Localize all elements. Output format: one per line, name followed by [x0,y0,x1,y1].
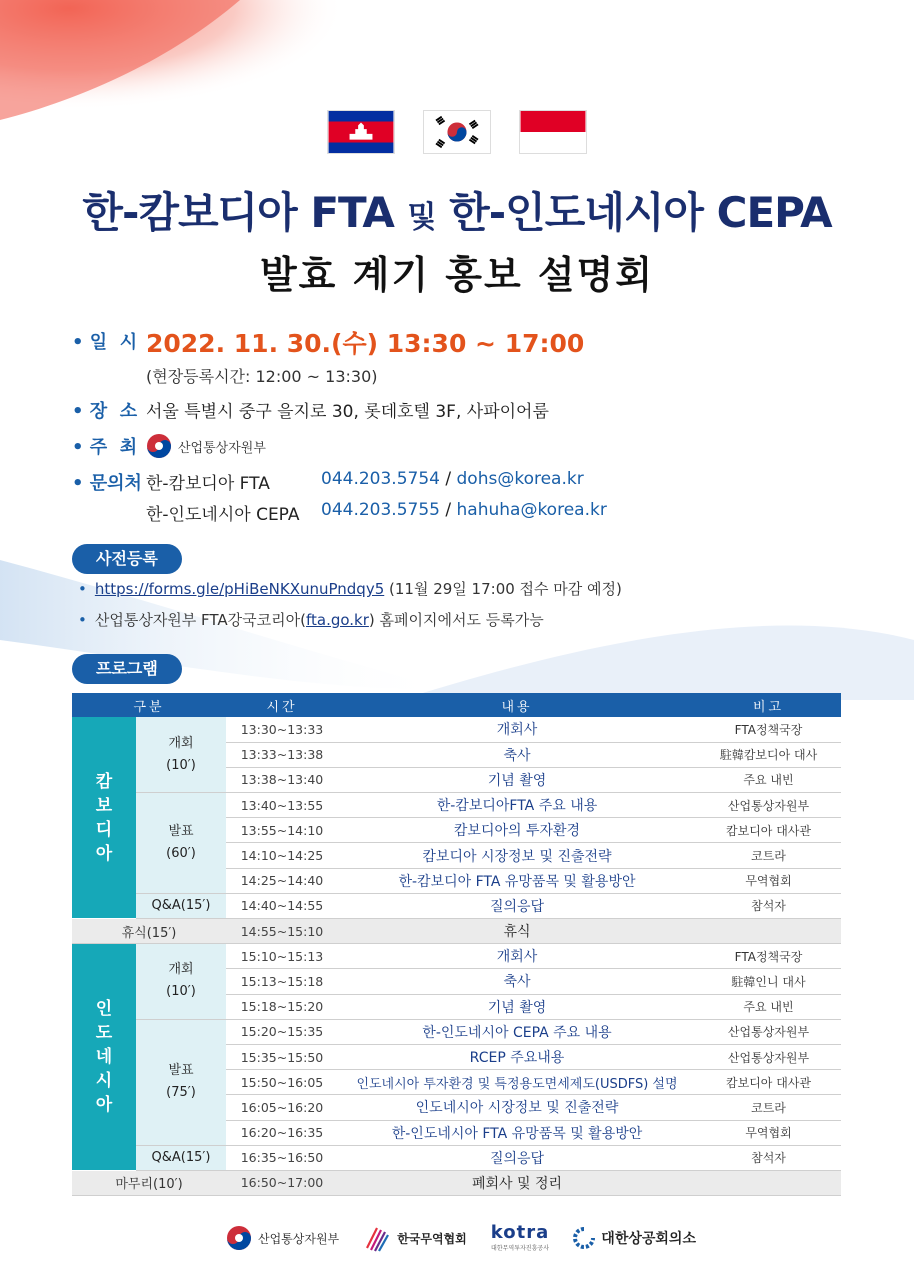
table-row [72,893,841,918]
indonesia-label: 인 도 네 시 아 [72,944,136,1171]
break-row [72,919,841,944]
note-cell: 캄보디아 대사관 [696,1070,841,1095]
table-row [72,793,841,818]
content-cell: 한-인도네시아 CEPA 주요 내용 [338,1019,696,1044]
main-title [0,180,914,240]
note-cell: FTA정책국장 [696,944,841,969]
content-cell: 휴식 [338,919,696,944]
kita-logo [363,1224,467,1252]
content-cell: 인도네시아 투자환경 및 특정용도면세제도(USDFS) 설명 [338,1070,696,1095]
taegeuk-icon [146,433,172,459]
content-cell: 기념 촬영 [338,994,696,1019]
content-cell: 질의응답 [338,1145,696,1170]
time-cell: 13:38~13:40 [226,767,338,792]
contact-phone: 044.203.5754 [321,469,440,489]
program-heading: 프로그램 [72,654,182,684]
time-cell: 16:50~17:00 [226,1170,338,1195]
time-cell: 13:33~13:38 [226,742,338,767]
note-cell: 주요 내빈 [696,767,841,792]
taegeuk-icon [226,1225,252,1251]
bullet: • [78,580,87,598]
header-note: 비고 [696,693,841,717]
contact-name: 한-인도네시아 CEPA [146,505,300,525]
contact-list [146,469,607,525]
time-cell: 15:13~15:18 [226,969,338,994]
contact-row [72,469,852,525]
host-label: • 주 최 [72,437,138,458]
note-cell: 산업통상자원부 [696,1019,841,1044]
contact-label: • 문의처 [72,473,142,494]
note-cell: 참석자 [696,893,841,918]
note-cell: 주요 내빈 [696,994,841,1019]
date-label: • 일 시 [72,332,138,353]
note-cell: 무역협회 [696,1120,841,1145]
table-row [72,717,841,742]
note-cell [696,1170,841,1195]
title-connector: 및 [407,200,436,235]
kita-name: 한국무역협회 [397,1231,467,1246]
time-cell: 15:10~15:13 [226,944,338,969]
table-row [72,944,841,969]
sub-title: 발효 계기 홍보 설명회 [259,253,655,297]
list-item [78,609,858,630]
note-cell: 캄보디아 대사관 [696,818,841,843]
content-cell: 캄보디아 시장정보 및 진출전략 [338,843,696,868]
content-cell: 한-캄보디아 FTA 유망품목 및 활용방안 [338,868,696,893]
content-cell: 기념 촬영 [338,767,696,792]
content-cell: 축사 [338,742,696,767]
cambodia-flag-icon [327,110,395,154]
kcci-emblem-icon [573,1227,595,1249]
event-info [72,328,852,535]
registration-link[interactable]: https://forms.gle/pHiBeNKXunuPndqy5 [94,580,385,598]
place-value: 서울 특별시 중구 을지로 30, 롯데호텔 3F, 사파이어룸 [146,402,549,422]
content-cell: 한-인도네시아 FTA 유망품목 및 활용방안 [338,1120,696,1145]
note-cell: 駐韓인니 대사 [696,969,841,994]
note-cell: 코트라 [696,1095,841,1120]
content-cell: 개회사 [338,717,696,742]
place-row [72,397,852,423]
cambodia-label: 캄 보 디 아 [72,717,136,919]
note-cell: 코트라 [696,843,841,868]
qa-group: Q&A(15′) [136,1145,226,1170]
content-cell: 축사 [338,969,696,994]
preregistration-list [78,578,858,640]
note-cell [696,919,841,944]
program-table [72,693,841,1196]
time-cell: 15:35~15:50 [226,1044,338,1069]
note-cell: 산업통상자원부 [696,793,841,818]
break-label: 휴식(15′) [72,919,226,944]
presentation-group: 발표 (75′) [136,1019,226,1145]
content-cell: 한-캄보디아FTA 주요 내용 [338,793,696,818]
note-cell: 산업통상자원부 [696,1044,841,1069]
kita-emblem-icon [363,1224,391,1252]
date-value: 2022. 11. 30.(수) 13:30 ~ 17:00 [146,329,585,358]
flags-row [327,110,587,154]
contact-email[interactable]: hahuha@korea.kr [456,500,607,520]
contact-name: 한-캄보디아 FTA [146,474,270,494]
kotra-name: kotra [490,1222,550,1243]
content-cell: RCEP 주요내용 [338,1044,696,1069]
content-cell: 폐회사 및 정리 [338,1170,696,1195]
content-cell: 개회사 [338,944,696,969]
header-content: 내용 [338,693,696,717]
qa-group: Q&A(15′) [136,893,226,918]
contact-email[interactable]: dohs@korea.kr [456,469,584,489]
note-cell: 참석자 [696,1145,841,1170]
footer-logos [226,1222,696,1254]
registration-deadline: (11월 29일 17:00 접수 마감 예정) [384,580,622,598]
moef-name: 산업통상자원부 [258,1231,340,1246]
homepage-prefix: 산업통상자원부 FTA강국코리아( [94,611,306,629]
note-cell: FTA정책국장 [696,717,841,742]
list-item [78,578,858,599]
homepage-link[interactable]: fta.go.kr [305,611,369,629]
homepage-suffix: ) 홈페이지에서도 등록가능 [368,611,544,629]
time-cell: 16:20~16:35 [226,1120,338,1145]
host-logo [146,433,266,459]
contact-phone: 044.203.5755 [321,500,440,520]
title-part1: 한-캄보디아 FTA [82,188,394,237]
title-part2: 한-인도네시아 CEPA [449,188,832,237]
kcci-logo [573,1227,696,1249]
time-cell: 14:55~15:10 [226,919,338,944]
indonesia-flag-icon [519,110,587,154]
header-category: 구분 [72,693,226,717]
presentation-group: 발표 (60′) [136,793,226,894]
kcci-name: 대한상공회의소 [601,1231,696,1247]
table-row [72,1145,841,1170]
contact-separator: / [439,500,457,520]
bullet: • [78,611,87,629]
time-cell: 16:05~16:20 [226,1095,338,1120]
opening-group: 개회 (10′) [136,944,226,1020]
note-cell: 무역협회 [696,868,841,893]
host-row [72,433,852,459]
closing-row [72,1170,841,1195]
content-cell: 캄보디아의 투자환경 [338,818,696,843]
closing-label: 마무리(10′) [72,1170,226,1195]
table-header [72,693,841,717]
note-cell: 駐韓캄보디아 대사 [696,742,841,767]
time-cell: 13:40~13:55 [226,793,338,818]
time-cell: 13:30~13:33 [226,717,338,742]
time-cell: 14:25~14:40 [226,868,338,893]
date-row [72,328,852,387]
time-cell: 15:50~16:05 [226,1070,338,1095]
contact-separator: / [439,469,457,489]
time-cell: 15:20~15:35 [226,1019,338,1044]
time-cell: 13:55~14:10 [226,818,338,843]
moef-logo [226,1225,339,1251]
kotra-subtitle: 대한무역투자진흥공사 [491,1245,549,1252]
registration-time: (현장등록시간: 12:00 ~ 13:30) [146,367,378,386]
korea-flag-icon [423,110,491,154]
place-label: • 장 소 [72,401,138,422]
preregistration-heading: 사전등록 [72,544,182,574]
content-cell: 질의응답 [338,893,696,918]
time-cell: 15:18~15:20 [226,994,338,1019]
time-cell: 14:40~14:55 [226,893,338,918]
kotra-logo [491,1224,549,1252]
header-time: 시간 [226,693,338,717]
time-cell: 16:35~16:50 [226,1145,338,1170]
time-cell: 14:10~14:25 [226,843,338,868]
host-value: 산업통상자원부 [178,440,266,456]
opening-group: 개회 (10′) [136,717,226,793]
table-row [72,1019,841,1044]
content-cell: 인도네시아 시장정보 및 진출전략 [338,1095,696,1120]
